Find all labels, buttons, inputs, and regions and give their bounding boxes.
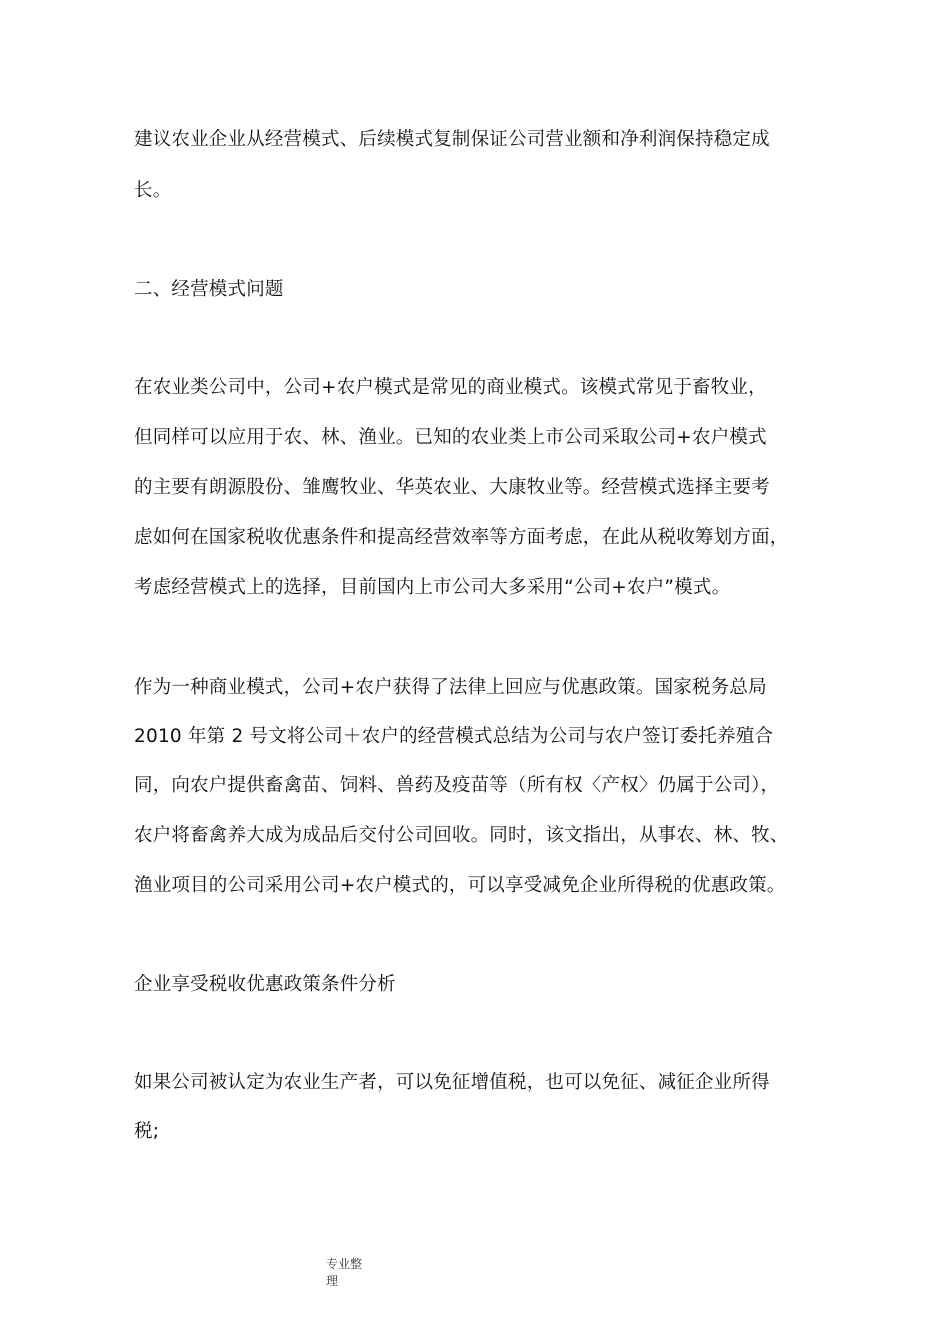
paragraph-line: 的主要有朗源股份、雏鹰牧业、华英农业、大康牧业等。经营模式选择主要考 bbox=[134, 477, 770, 498]
paragraph-line: 如果公司被认定为农业生产者，可以免征增值税，也可以免征、减征企业所得 bbox=[134, 1072, 770, 1093]
paragraph-line: 在农业类公司中，公司+农户模式是常见的商业模式。该模式常见于畜牧业， bbox=[134, 377, 767, 398]
paragraph-line: 虑如何在国家税收优惠条件和提高经营效率等方面考虑，在此从税收筹划方面， bbox=[134, 527, 789, 548]
paragraph-line: 农户将畜禽养大成为成品后交付公司回收。同时，该文指出，从事农、林、牧、 bbox=[134, 825, 789, 846]
subheading: 企业享受税收优惠政策条件分析 bbox=[134, 974, 396, 995]
paragraph-line: 但同样可以应用于农、林、渔业。已知的农业类上市公司采取公司+农户模式 bbox=[134, 427, 767, 448]
intro-line: 长。 bbox=[134, 180, 172, 201]
paragraph-line: 渔业项目的公司采用公司+农户模式的，可以享受减免企业所得税的优惠政策。 bbox=[134, 875, 786, 896]
paragraph-line: 同，向农户提供畜禽苗、饲料、兽药及疫苗等（所有权〈产权〉仍属于公司）， bbox=[134, 775, 780, 796]
paragraph-line: 2010 年第 2 号文将公司＋农户的经营模式总结为公司与农户签订委托养殖合 bbox=[134, 726, 774, 747]
footer-text: 专业整 bbox=[326, 1257, 363, 1271]
paragraph-line: 考虑经营模式上的选择，目前国内上市公司大多采用“公司+农户”模式。 bbox=[134, 577, 731, 598]
footer-text: 理 bbox=[326, 1274, 339, 1288]
section-heading: 二、经营模式问题 bbox=[134, 279, 284, 300]
paragraph-line: 作为一种商业模式，公司+农户获得了法律上回应与优惠政策。国家税务总局 bbox=[134, 677, 767, 698]
paragraph-line: 税; bbox=[134, 1121, 160, 1142]
intro-line: 建议农业企业从经营模式、后续模式复制保证公司营业额和净利润保持稳定成 bbox=[134, 129, 770, 150]
